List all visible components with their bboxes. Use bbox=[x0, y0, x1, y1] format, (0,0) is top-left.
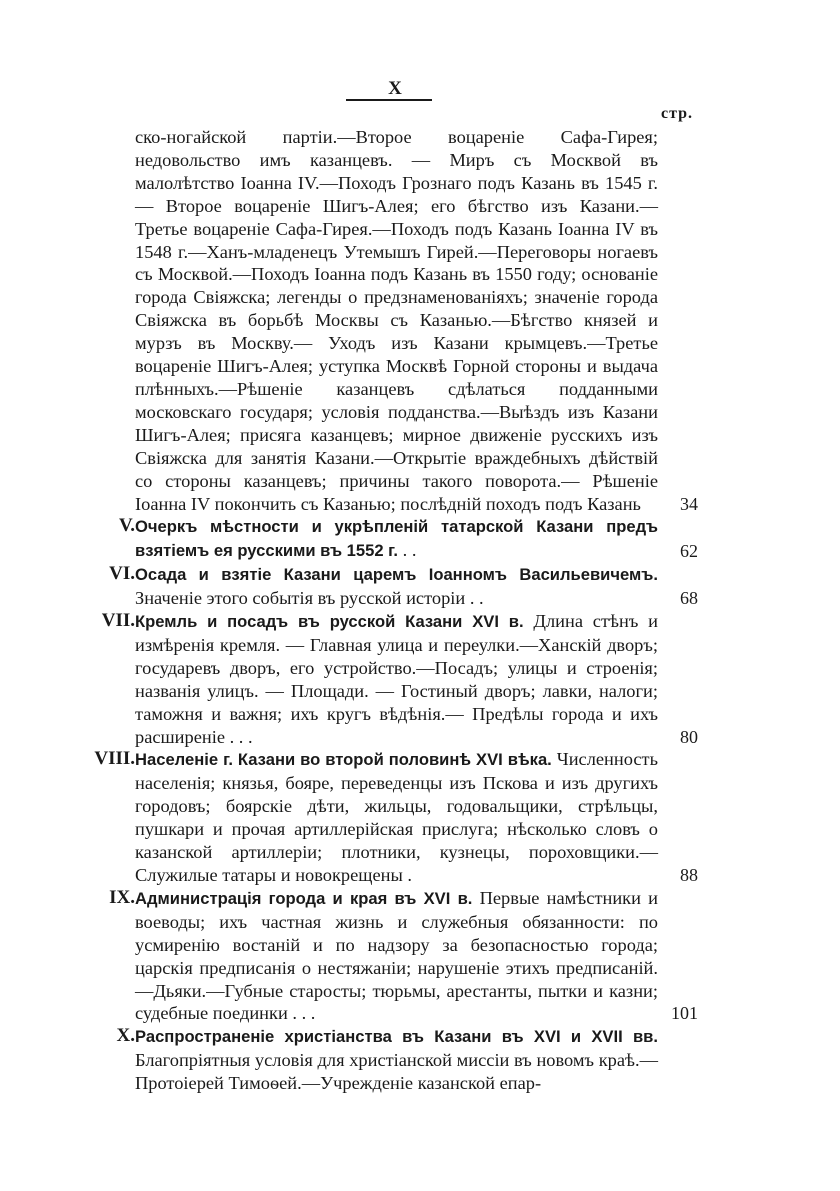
chapter-numeral: V. bbox=[118, 515, 135, 537]
chapter-numeral: VII. bbox=[101, 610, 135, 632]
entry-page: 34 bbox=[680, 493, 698, 514]
toc-entry-continued bbox=[0, 126, 840, 515]
chapter-title: Администрація города и края въ XVI в. bbox=[135, 888, 473, 908]
entry-text: Численность населенія; князья, бояре, переведенцы изъ Пскова и изъ другихъ городовъ; боярскіе дѣти, жильцы, годовальщики, стрѣльцы, пушкари и прочая артиллерійская прислуга; нѣсколько словъ о казанской артиллеріи; плотники, кузнецы, пороховщики.—Служилые татары и новокрещены . bbox=[135, 749, 658, 885]
toc-entry-vi bbox=[0, 563, 840, 610]
chapter-title: Кремль и посадъ въ русской Казани XVI в. bbox=[135, 612, 524, 632]
header-rule bbox=[346, 99, 432, 101]
page-number: X bbox=[388, 78, 402, 99]
chapter-numeral: X. bbox=[116, 1025, 135, 1047]
chapter-numeral: IX. bbox=[109, 886, 135, 908]
entry-text: Длина стѣнъ и измѣренія кремля. — Главная улица и переулки.—Ханскій дворъ; государевъ дворъ, его устройство.—Посадъ; улицы и строенія; названія улицъ. — Площади. — Гостиный дворъ; лавки, налоги; таможня и важня; ихъ кругъ вѣдѣнія.— Предѣлы города и ихъ расширеніе . . . bbox=[135, 611, 659, 747]
entry-page: 62 bbox=[680, 541, 698, 562]
entry-page: 88 bbox=[680, 865, 698, 885]
chapter-numeral: VI. bbox=[109, 563, 135, 585]
entry-page: 101 bbox=[671, 1003, 698, 1024]
entry-page: 68 bbox=[680, 588, 698, 609]
chapter-title: Очеркъ мѣстности и укрѣпленій татарской Казани предъ взятіемъ ея русскими въ 1552 г. bbox=[135, 517, 658, 561]
entry-text: ско-ногайской партіи.—Второе воцареніе Сафа-Гирея; недовольство имъ казанцевъ. — Миръ съ Москвой въ малолѣтство Іоанна IV.—Походъ Грознаго подъ Казань въ 1545 г.— Второе воцареніе Шигъ-Алея; его бѣгство изъ Казани.— Третье воцареніе Сафа-Гирея.—Походъ подъ Казань Іоанна IV въ 1548 г.—Ханъ-младенецъ Утемышъ Гирей.—Переговоры ногаевъ съ Москвой.—Походъ Іоанна подъ Казань въ 1550 году; основаніе города Свіяжска; легенды о предзнаменованіяхъ; значеніе города Свіяжска въ борьбѣ Москвы съ Казанью.—Бѣгство князей и мурзъ въ Москву.— Уходъ изъ Казани крымцевъ.—Третье воцареніе Шигъ-Алея; уступка Москвѣ Горной стороны и выдача плѣнныхъ.—Рѣшеніе казанцевъ сдѣлаться подданными московскаго государя; условія подданства.—Выѣздъ изъ Казани Шигъ-Алея; присяга казанцевъ; мирное движеніе русскихъ изъ Свіяжска для занятія Казани.—Открытіе враждебныхъ дѣйствій со стороны казанцевъ; причины такого поворота.— Рѣшеніе Іоанна IV покончить съ Казанью; послѣдній походъ подъ Казань bbox=[135, 127, 658, 514]
chapter-title: Осада и взятіе Казани царемъ Іоанномъ Васильевичемъ. bbox=[135, 565, 658, 585]
entry-text: Значеніе этого событія въ русской исторіи . . bbox=[135, 588, 484, 609]
toc-entry-v bbox=[0, 515, 840, 563]
entry-page: 80 bbox=[680, 726, 698, 747]
page-column-label: стр. bbox=[661, 105, 694, 122]
toc-entry-viii bbox=[0, 748, 840, 886]
entry-text: . . bbox=[398, 540, 417, 561]
table-of-contents bbox=[0, 126, 840, 1095]
toc-entry-x bbox=[0, 1025, 840, 1095]
chapter-numeral: VIII. bbox=[94, 748, 135, 770]
entry-text: Первые намѣстники и воеводы; ихъ частная жизнь и служебныя обязанности: по усмиренію востаній и по надзору за безопасностью города; царскія предписанія о нестяжаніи; нарушеніе этихъ предписаній.—Дьяки.—Губные старосты; тюрьмы, арестанты, пытки и казни; судебные поединки . . . bbox=[135, 887, 659, 1024]
chapter-title: Распространеніе христіанства въ Казани въ XVI и XVII вв. bbox=[135, 1027, 658, 1047]
entry-text: Благопріятныя условія для христіанской миссіи въ новомъ краѣ.—Протоіерей Тимоѳей.—Учрежденіе казанской епар- bbox=[135, 1050, 658, 1094]
toc-entry-vii bbox=[0, 610, 840, 748]
toc-entry-ix bbox=[0, 887, 840, 1025]
chapter-title: Населеніе г. Казани во второй половинѣ XVI вѣка. bbox=[135, 750, 552, 770]
